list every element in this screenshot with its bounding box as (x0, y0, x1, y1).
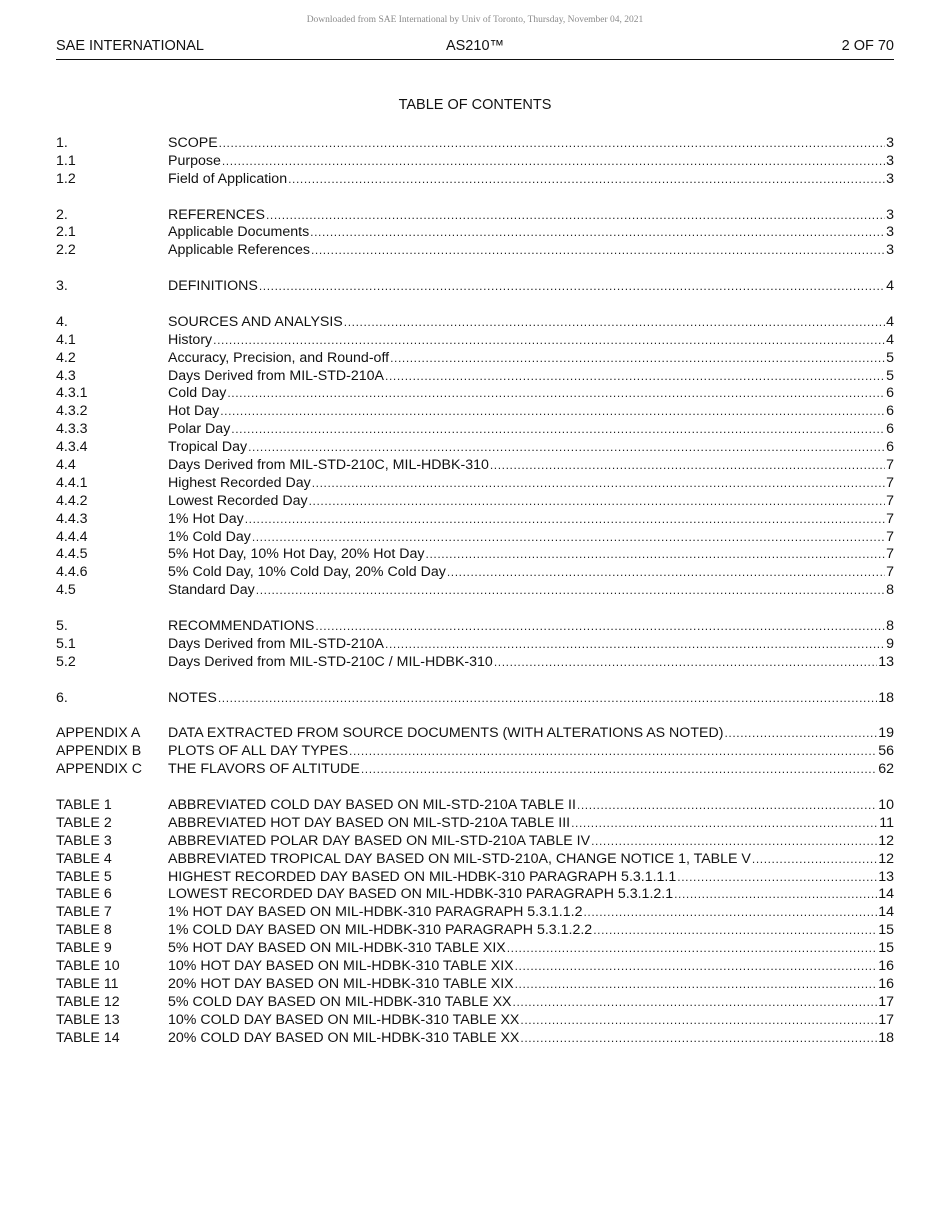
toc-entry-body (168, 207, 894, 225)
toc-entry-title[interactable]: Lowest Recorded Day (168, 492, 308, 509)
toc-entry[interactable] (56, 761, 894, 779)
toc-entry-page[interactable]: 7 (886, 457, 894, 474)
toc-entry-title[interactable]: Standard Day (168, 582, 255, 599)
toc-entry-body (168, 314, 894, 332)
toc-entry-number: 4.1 (56, 331, 76, 348)
toc-entry-page[interactable]: 14 (878, 886, 894, 903)
toc-entry-title[interactable]: 1% HOT DAY BASED ON MIL-HDBK-310 PARAGRAPH 5.3.1.1.2 (168, 904, 583, 921)
toc-dot-leader (571, 815, 878, 833)
toc-dot-leader (385, 368, 885, 386)
toc-entry-page[interactable]: 5 (886, 349, 894, 366)
toc-entry-page[interactable]: 15 (878, 922, 894, 939)
toc-entry-page[interactable]: 7 (886, 492, 894, 509)
toc-entry-title[interactable]: 20% COLD DAY BASED ON MIL-HDBK-310 TABLE XX (168, 1029, 520, 1046)
toc-entry-page[interactable]: 4 (886, 313, 894, 330)
toc-entry[interactable] (56, 511, 894, 529)
toc-entry-body (168, 332, 894, 350)
toc-dot-leader (213, 332, 885, 350)
toc-entry-page[interactable]: 7 (886, 474, 894, 491)
toc-dot-leader (252, 529, 885, 547)
toc-entry-number: APPENDIX A (56, 725, 141, 742)
toc-entry-page[interactable]: 11 (879, 814, 894, 831)
toc-entry-body (168, 278, 894, 296)
toc-entry[interactable] (56, 636, 894, 654)
toc-spacer (56, 672, 894, 690)
toc-entry-page[interactable]: 9 (886, 635, 894, 652)
toc-entry-title[interactable]: ABBREVIATED HOT DAY BASED ON MIL-STD-210A TABLE III (168, 814, 571, 831)
toc-dot-leader (515, 958, 878, 976)
toc-entry-number: 5.1 (56, 635, 76, 652)
toc-dot-leader (259, 278, 885, 296)
toc-entry-title[interactable]: Days Derived from MIL-STD-210A (168, 635, 385, 652)
toc-entry-number: TABLE 10 (56, 957, 120, 974)
toc-entry-title[interactable]: 5% Cold Day, 10% Cold Day, 20% Cold Day (168, 564, 446, 581)
toc-dot-leader (288, 171, 885, 189)
toc-dot-leader (583, 904, 877, 922)
toc-entry-number: 2. (56, 206, 68, 223)
toc-dot-leader (219, 135, 885, 153)
toc-dot-leader (385, 636, 885, 654)
toc-dot-leader (231, 421, 885, 439)
toc-entry-page[interactable]: 16 (878, 975, 894, 992)
toc-entry-body (168, 833, 894, 851)
toc-entry-page[interactable]: 3 (886, 170, 894, 187)
toc-entry-body (168, 564, 894, 582)
toc-entry-number: TABLE 4 (56, 850, 112, 867)
toc-entry-title[interactable]: HIGHEST RECORDED DAY BASED ON MIL-HDBK-310 PARAGRAPH 5.3.1.1.1 (168, 868, 677, 885)
toc-entry-body (168, 546, 894, 564)
toc-entry[interactable] (56, 242, 894, 260)
toc-entry[interactable] (56, 940, 894, 958)
toc-entry-number: 4. (56, 313, 68, 330)
toc-entry-page[interactable]: 14 (878, 904, 894, 921)
toc-entry-page[interactable]: 10 (878, 796, 894, 813)
toc-entry-page[interactable]: 12 (878, 850, 894, 867)
toc-entry-title[interactable]: 5% Hot Day, 10% Hot Day, 20% Hot Day (168, 546, 425, 563)
toc-entry-body (168, 368, 894, 386)
toc-entry-page[interactable]: 56 (878, 743, 894, 760)
toc-entry-body (168, 135, 894, 153)
toc-entry-title[interactable]: Cold Day (168, 385, 227, 402)
toc-entry-number: 4.2 (56, 349, 76, 366)
toc-entry-title[interactable]: 10% COLD DAY BASED ON MIL-HDBK-310 TABLE XX (168, 1011, 520, 1028)
toc-dot-leader (256, 582, 885, 600)
toc-entry-title[interactable]: REFERENCES (168, 206, 265, 223)
toc-entry-title[interactable]: PLOTS OF ALL DAY TYPES (168, 743, 349, 760)
toc-entry-number: 1.2 (56, 170, 76, 187)
toc-entry-page[interactable]: 18 (878, 689, 894, 706)
toc-entry[interactable] (56, 421, 894, 439)
toc-entry-body (168, 940, 894, 958)
toc-entry-number: TABLE 1 (56, 796, 112, 813)
toc-entry-number: 1. (56, 135, 68, 151)
toc-entry-title[interactable]: Tropical Day (168, 439, 248, 456)
toc-entry-title[interactable]: ABBREVIATED COLD DAY BASED ON MIL-STD-210A TABLE II (168, 796, 576, 813)
toc-entry-page[interactable]: 6 (886, 439, 894, 456)
toc-dot-leader (227, 385, 885, 403)
toc-dot-leader (520, 1012, 877, 1030)
toc-entry-title[interactable]: 5% COLD DAY BASED ON MIL-HDBK-310 TABLE XX (168, 993, 512, 1010)
toc-entry[interactable] (56, 224, 894, 242)
toc-entry-body (168, 994, 894, 1012)
toc-entry-page[interactable]: 13 (878, 653, 894, 670)
toc-entry-page[interactable]: 13 (878, 868, 894, 885)
toc-entry-body (168, 1012, 894, 1030)
toc-dot-leader (310, 224, 885, 242)
toc-entry-title[interactable]: Accuracy, Precision, and Round-off (168, 349, 390, 366)
toc-entry-number: TABLE 11 (56, 975, 119, 992)
toc-entry-title[interactable]: LOWEST RECORDED DAY BASED ON MIL-HDBK-310 PARAGRAPH 5.3.1.2.1 (168, 886, 674, 903)
toc-dot-leader (361, 761, 877, 779)
toc-entry-body (168, 1030, 894, 1048)
toc-entry-title[interactable]: THE FLAVORS OF ALTITUDE (168, 761, 360, 778)
toc-entry-body (168, 224, 894, 242)
toc-entry[interactable] (56, 171, 894, 189)
toc-entry-body (168, 869, 894, 887)
toc-entry[interactable] (56, 1012, 894, 1030)
toc-entry-page[interactable]: 19 (878, 725, 894, 742)
toc-entry-page[interactable]: 16 (878, 957, 894, 974)
toc-entry-number: 2.1 (56, 224, 76, 241)
toc-entry-title[interactable]: DATA EXTRACTED FROM SOURCE DOCUMENTS (WITH ALTERATIONS AS NOTED) (168, 725, 724, 742)
toc-entry-page[interactable]: 3 (886, 206, 894, 223)
toc-entry-number: 4.4.5 (56, 546, 88, 563)
toc-entry-body (168, 904, 894, 922)
toc-entry-body (168, 403, 894, 421)
toc-dot-leader (752, 851, 877, 869)
toc-entry[interactable] (56, 904, 894, 922)
toc-entry-title[interactable]: DEFINITIONS (168, 278, 258, 295)
toc-entry-body (168, 743, 894, 761)
toc-entry-number: TABLE 8 (56, 922, 112, 939)
toc-entry-body (168, 797, 894, 815)
toc-dot-leader (245, 511, 885, 529)
toc-entry-body (168, 761, 894, 779)
toc-dot-leader (220, 403, 885, 421)
toc-dot-leader (311, 242, 885, 260)
toc-entry-number: TABLE 12 (56, 993, 120, 1010)
toc-spacer (56, 189, 894, 207)
toc-entry[interactable] (56, 153, 894, 171)
toc-entry-body (168, 815, 894, 833)
toc-entry[interactable] (56, 332, 894, 350)
toc-entry[interactable] (56, 743, 894, 761)
toc-dot-leader (312, 475, 885, 493)
toc-dot-leader (591, 833, 877, 851)
toc-entry[interactable] (56, 207, 894, 225)
toc-entry-number: TABLE 2 (56, 814, 112, 831)
toc-dot-leader (677, 869, 877, 887)
toc-entry-number: 4.4.6 (56, 564, 88, 581)
toc-entry-number: 4.3.3 (56, 421, 88, 438)
toc-dot-leader (674, 886, 877, 904)
toc-entry-number: 4.4.3 (56, 510, 88, 527)
toc-entry-title[interactable]: Highest Recorded Day (168, 474, 311, 491)
toc-entry-body (168, 350, 894, 368)
toc-entry-page[interactable]: 17 (878, 993, 894, 1010)
toc-entry[interactable] (56, 654, 894, 672)
toc-entry-page[interactable]: 3 (886, 135, 894, 151)
toc-spacer (56, 600, 894, 618)
toc-entry-title[interactable]: 10% HOT DAY BASED ON MIL-HDBK-310 TABLE XIX (168, 957, 514, 974)
toc-entry-number: TABLE 6 (56, 886, 112, 903)
toc-spacer (56, 260, 894, 278)
toc-entry-title[interactable]: History (168, 331, 213, 348)
toc-entry-page[interactable]: 4 (886, 278, 894, 295)
toc-entry-page[interactable]: 7 (886, 510, 894, 527)
toc-entry-page[interactable]: 6 (886, 421, 894, 438)
toc-entry-number: APPENDIX B (56, 743, 142, 760)
toc-entry[interactable] (56, 725, 894, 743)
toc-entry-body (168, 385, 894, 403)
toc-entry-number: TABLE 3 (56, 832, 112, 849)
toc-entry-title[interactable]: 1% Cold Day (168, 528, 251, 545)
toc-entry-number: TABLE 5 (56, 868, 112, 885)
header-organization: SAE INTERNATIONAL (56, 38, 204, 54)
toc-entry-page[interactable]: 5 (886, 367, 894, 384)
toc-entry[interactable] (56, 368, 894, 386)
toc-entry-number: TABLE 7 (56, 904, 112, 921)
toc-dot-leader (248, 439, 885, 457)
toc-entry[interactable] (56, 439, 894, 457)
toc-entry[interactable] (56, 1030, 894, 1048)
toc-entry-body (168, 475, 894, 493)
toc-entry-body (168, 529, 894, 547)
toc-entry-number: 4.3.4 (56, 439, 88, 456)
toc-entry-body (168, 851, 894, 869)
toc-dot-leader (315, 618, 885, 636)
toc-entry-number: 5.2 (56, 653, 76, 670)
toc-dot-leader (507, 940, 877, 958)
toc-entry[interactable] (56, 869, 894, 887)
toc-spacer (56, 708, 894, 726)
toc-entry-title[interactable]: RECOMMENDATIONS (168, 618, 315, 635)
toc-entry-body (168, 457, 894, 475)
toc-entry[interactable] (56, 851, 894, 869)
toc-entry-number: 4.4.4 (56, 528, 88, 545)
toc-entry-page[interactable]: 8 (886, 618, 894, 635)
toc-entry-title[interactable]: Days Derived from MIL-STD-210C / MIL-HDBK-310 (168, 653, 493, 670)
toc-entry-body (168, 636, 894, 654)
toc-entry-number: APPENDIX C (56, 761, 142, 778)
toc-entry-number: 6. (56, 689, 68, 706)
toc-entry-page[interactable]: 7 (886, 528, 894, 545)
toc-entry-page[interactable]: 4 (886, 331, 894, 348)
toc-dot-leader (447, 564, 885, 582)
toc-entry-title[interactable]: 5% HOT DAY BASED ON MIL-HDBK-310 TABLE XIX (168, 940, 506, 957)
toc-spacer (56, 296, 894, 314)
toc-entry-title[interactable]: Days Derived from MIL-STD-210A (168, 367, 385, 384)
toc-entry-body (168, 886, 894, 904)
toc-entry-number: 4.4 (56, 457, 76, 474)
toc-entry-title[interactable]: 1% COLD DAY BASED ON MIL-HDBK-310 PARAGRAPH 5.3.1.2.2 (168, 922, 593, 939)
toc-entry-title[interactable]: Hot Day (168, 403, 220, 420)
toc-dot-leader (593, 922, 877, 940)
toc-entry[interactable] (56, 797, 894, 815)
toc-dot-leader (344, 314, 885, 332)
toc-entry[interactable] (56, 403, 894, 421)
toc-entry-number: 1.1 (56, 152, 76, 169)
download-watermark: Downloaded from SAE International by Univ of Toronto, Thursday, November 04, 2021 (306, 15, 644, 25)
header-document-id: AS210™ (445, 38, 505, 54)
toc-entry[interactable] (56, 529, 894, 547)
toc-entry-page[interactable]: 62 (878, 761, 894, 778)
table-of-contents (56, 135, 894, 1047)
toc-entry[interactable] (56, 815, 894, 833)
toc-dot-leader (426, 546, 886, 564)
toc-entry-title[interactable]: Days Derived from MIL-STD-210C, MIL-HDBK-310 (168, 457, 489, 474)
toc-entry[interactable] (56, 582, 894, 600)
toc-entry-body (168, 439, 894, 457)
toc-entry-page[interactable]: 3 (886, 224, 894, 241)
toc-entry-number: 3. (56, 278, 68, 295)
toc-entry-title[interactable]: SOURCES AND ANALYSIS (168, 313, 343, 330)
toc-dot-leader (515, 976, 878, 994)
toc-entry-page[interactable]: 6 (886, 385, 894, 402)
toc-entry-number: 5. (56, 618, 68, 635)
toc-entry[interactable] (56, 994, 894, 1012)
page-title: TABLE OF CONTENTS (398, 97, 552, 113)
toc-entry-title[interactable]: ABBREVIATED POLAR DAY BASED ON MIL-STD-210A TABLE IV (168, 832, 591, 849)
toc-entry-title[interactable]: 1% Hot Day (168, 510, 244, 527)
toc-entry[interactable] (56, 564, 894, 582)
toc-dot-leader (520, 1030, 877, 1048)
toc-entry[interactable] (56, 314, 894, 332)
toc-entry-number: 4.4.2 (56, 492, 88, 509)
toc-entry-title[interactable]: SCOPE (168, 135, 218, 151)
toc-entry-title[interactable]: Purpose (168, 152, 221, 169)
toc-entry-body (168, 654, 894, 672)
toc-entry[interactable] (56, 690, 894, 708)
toc-dot-leader (218, 690, 877, 708)
toc-entry[interactable] (56, 385, 894, 403)
toc-entry-title[interactable]: 20% HOT DAY BASED ON MIL-HDBK-310 TABLE XIX (168, 975, 514, 992)
toc-entry-page[interactable]: 8 (886, 582, 894, 599)
toc-entry-body (168, 690, 894, 708)
toc-entry-body (168, 922, 894, 940)
toc-entry-body (168, 958, 894, 976)
toc-dot-leader (494, 654, 877, 672)
toc-entry-page[interactable]: 17 (878, 1011, 894, 1028)
toc-entry-number: 4.5 (56, 582, 76, 599)
toc-entry-page[interactable]: 3 (886, 242, 894, 259)
toc-entry-title[interactable]: Polar Day (168, 421, 231, 438)
toc-entry-number: TABLE 14 (56, 1029, 120, 1046)
toc-entry-title[interactable]: Field of Application (168, 170, 288, 187)
toc-entry-number: TABLE 9 (56, 940, 112, 957)
toc-dot-leader (490, 457, 885, 475)
toc-entry-page[interactable]: 12 (878, 832, 894, 849)
toc-entry[interactable] (56, 618, 894, 636)
toc-entry-number: 2.2 (56, 242, 76, 259)
toc-dot-leader (349, 743, 877, 761)
toc-entry-body (168, 511, 894, 529)
toc-dot-leader (266, 207, 885, 225)
toc-entry-page[interactable]: 6 (886, 403, 894, 420)
toc-entry-number: 4.3.1 (56, 385, 88, 402)
toc-dot-leader (222, 153, 885, 171)
toc-entry[interactable] (56, 833, 894, 851)
toc-entry[interactable] (56, 958, 894, 976)
toc-entry[interactable] (56, 886, 894, 904)
toc-entry[interactable] (56, 135, 894, 153)
toc-entry-title[interactable]: Applicable References (168, 242, 310, 259)
toc-entry-body (168, 153, 894, 171)
toc-entry[interactable] (56, 475, 894, 493)
toc-entry[interactable] (56, 457, 894, 475)
toc-entry-title[interactable]: Applicable Documents (168, 224, 310, 241)
toc-entry-body (168, 976, 894, 994)
toc-entry-title[interactable]: ABBREVIATED TROPICAL DAY BASED ON MIL-STD-210A, CHANGE NOTICE 1, TABLE V (168, 850, 751, 867)
toc-entry-body (168, 582, 894, 600)
toc-entry[interactable] (56, 546, 894, 564)
toc-entry-body (168, 171, 894, 189)
toc-entry-body (168, 618, 894, 636)
toc-entry[interactable] (56, 278, 894, 296)
toc-dot-leader (577, 797, 877, 815)
toc-entry-body (168, 421, 894, 439)
header-page-number: 2 OF 70 (841, 38, 894, 54)
toc-entry-body (168, 493, 894, 511)
toc-entry-page[interactable]: 7 (886, 546, 894, 563)
toc-entry-body (168, 242, 894, 260)
toc-dot-leader (513, 994, 878, 1012)
toc-dot-leader (390, 350, 885, 368)
toc-entry-body (168, 725, 894, 743)
toc-entry-page[interactable]: 3 (886, 152, 894, 169)
page-header (56, 38, 894, 60)
toc-dot-leader (309, 493, 886, 511)
toc-entry-page[interactable]: 15 (878, 940, 894, 957)
toc-entry-number: 4.4.1 (56, 474, 88, 491)
toc-entry[interactable] (56, 350, 894, 368)
toc-dot-leader (724, 725, 877, 743)
toc-entry-number: 4.3.2 (56, 403, 88, 420)
toc-entry-page[interactable]: 7 (886, 564, 894, 581)
toc-entry-number: TABLE 13 (56, 1011, 120, 1028)
toc-entry[interactable] (56, 922, 894, 940)
toc-entry[interactable] (56, 493, 894, 511)
toc-entry[interactable] (56, 976, 894, 994)
toc-spacer (56, 779, 894, 797)
toc-entry-number: 4.3 (56, 367, 76, 384)
toc-entry-title[interactable]: NOTES (168, 689, 217, 706)
toc-entry-page[interactable]: 18 (878, 1029, 894, 1046)
